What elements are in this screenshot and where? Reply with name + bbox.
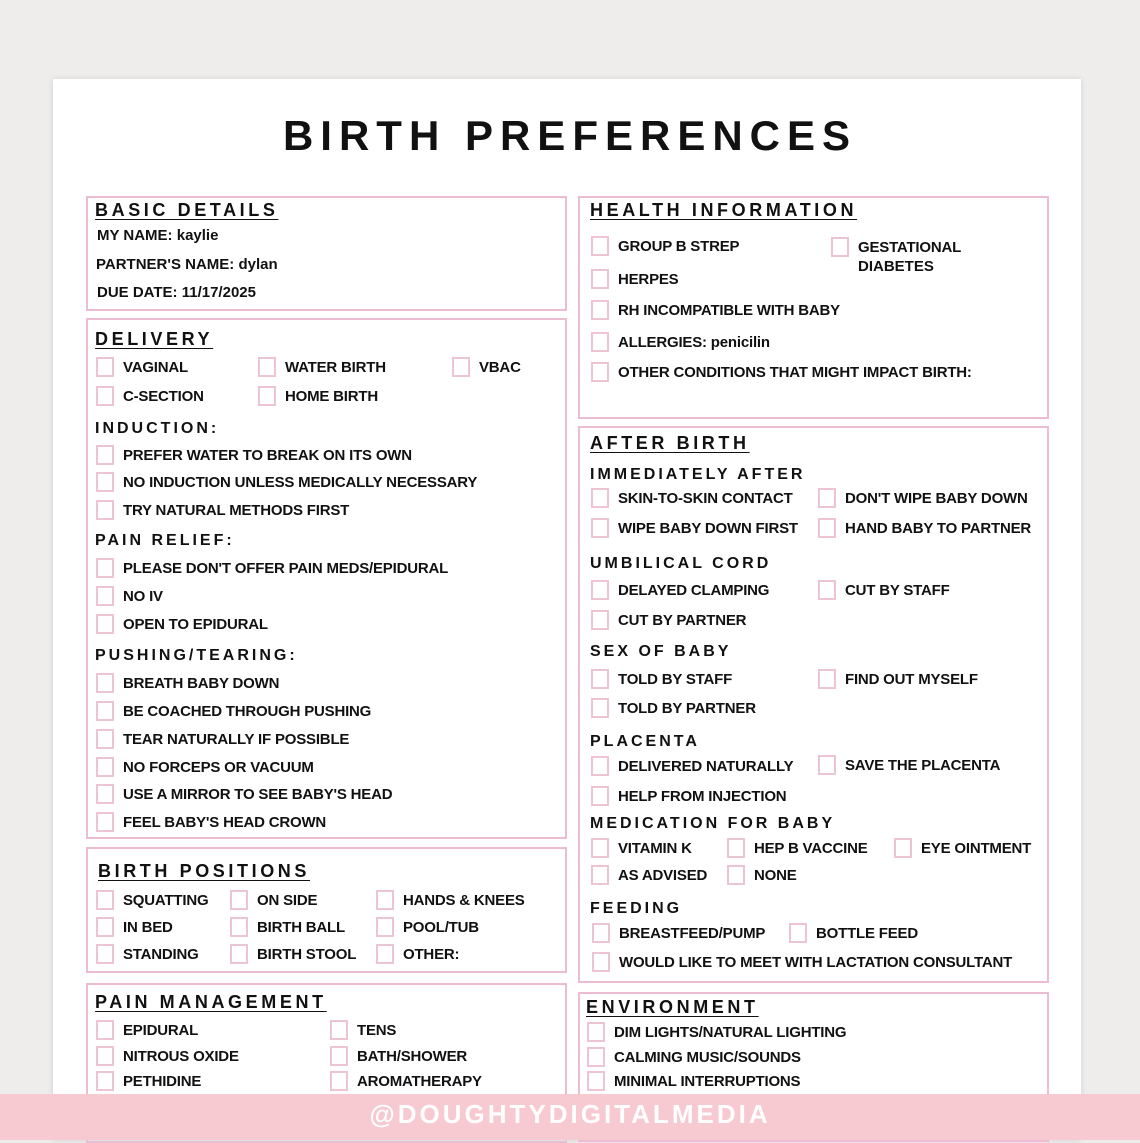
checkbox[interactable]: [587, 1071, 605, 1091]
checkbox-item[interactable]: [591, 865, 707, 885]
checkbox[interactable]: [727, 838, 745, 858]
label: PREFER WATER TO BREAK ON ITS OWN: [123, 446, 412, 464]
label: TENS: [357, 1021, 397, 1039]
checkbox-item[interactable]: [330, 1046, 467, 1066]
checkbox[interactable]: [591, 838, 609, 858]
label: HERPES: [618, 270, 679, 288]
partner-name: PARTNER'S NAME: dylan: [96, 256, 278, 273]
checkbox[interactable]: [96, 944, 114, 964]
label: BREASTFEED/PUMP: [619, 924, 766, 942]
checkbox[interactable]: [96, 445, 114, 465]
label: USE A MIRROR TO SEE BABY'S HEAD: [123, 785, 393, 803]
label: WATER BIRTH: [285, 358, 386, 376]
checkbox[interactable]: [96, 1071, 114, 1091]
label: DELAYED CLAMPING: [618, 581, 770, 599]
section-heading: HEALTH INFORMATION: [590, 200, 858, 220]
label: GROUP B STREP: [618, 237, 740, 255]
checkbox-item[interactable]: [230, 890, 317, 910]
checkbox[interactable]: [587, 1022, 605, 1042]
checkbox-item[interactable]: [592, 923, 765, 943]
checkbox[interactable]: [894, 838, 912, 858]
checkbox-item[interactable]: [818, 580, 950, 600]
subheading: IMMEDIATELY AFTER: [590, 466, 806, 483]
label: CUT BY STAFF: [845, 581, 950, 599]
checkbox[interactable]: [96, 701, 114, 721]
label: BREATH BABY DOWN: [123, 674, 280, 692]
label: HEP B VACCINE: [754, 839, 868, 857]
label: DIABETES: [858, 258, 934, 275]
checkbox[interactable]: [376, 944, 394, 964]
label: GESTATIONAL: [858, 238, 962, 256]
checkbox-item[interactable]: [894, 838, 1031, 858]
checkbox[interactable]: [592, 952, 610, 972]
label: FEEL BABY'S HEAD CROWN: [123, 813, 327, 831]
checkbox[interactable]: [96, 917, 114, 937]
checkbox[interactable]: [591, 756, 609, 776]
checkbox-item[interactable]: [591, 269, 679, 289]
watermark-banner: @DOUGHTYDIGITALMEDIA: [0, 1094, 1140, 1140]
checkbox[interactable]: [96, 673, 114, 693]
checkbox[interactable]: [591, 300, 609, 320]
checkbox-item[interactable]: [592, 952, 1012, 972]
checkbox-item[interactable]: [452, 357, 521, 377]
checkbox[interactable]: [591, 488, 609, 508]
checkbox-item[interactable]: [96, 386, 204, 406]
checkbox-item[interactable]: [727, 838, 868, 858]
checkbox-item[interactable]: [96, 944, 199, 964]
label: WIPE BABY DOWN FIRST: [618, 519, 798, 537]
label: VBAC: [479, 358, 521, 376]
checkbox-item[interactable]: [591, 580, 769, 600]
checkbox-item[interactable]: [96, 614, 268, 634]
checkbox[interactable]: [376, 917, 394, 937]
label: TOLD BY STAFF: [618, 670, 733, 688]
checkbox-item[interactable]: [96, 500, 349, 520]
label: PLEASE DON'T OFFER PAIN MEDS/EPIDURAL: [123, 559, 449, 577]
checkbox[interactable]: [96, 784, 114, 804]
checkbox[interactable]: [96, 890, 114, 910]
checkbox[interactable]: [818, 755, 836, 775]
section-heading: BIRTH POSITIONS: [98, 861, 311, 881]
label: CUT BY PARTNER: [618, 611, 747, 629]
section-heading: PAIN MANAGEMENT: [95, 992, 327, 1012]
checkbox-item[interactable]: [376, 944, 459, 964]
checkbox-item[interactable]: [818, 669, 978, 689]
checkbox-item[interactable]: [591, 300, 840, 320]
label: EYE OINTMENT: [921, 839, 1032, 857]
label: VITAMIN K: [618, 839, 692, 857]
label: BIRTH STOOL: [257, 945, 357, 963]
label: ON SIDE: [257, 891, 318, 909]
checkbox[interactable]: [96, 614, 114, 634]
checkbox[interactable]: [96, 472, 114, 492]
checkbox[interactable]: [96, 1046, 114, 1066]
label: HELP FROM INJECTION: [618, 787, 787, 805]
checkbox[interactable]: [330, 1046, 348, 1066]
checkbox[interactable]: [789, 923, 807, 943]
label: AROMATHERAPY: [357, 1072, 482, 1090]
checkbox[interactable]: [330, 1020, 348, 1040]
checkbox[interactable]: [591, 269, 609, 289]
page-title: BIRTH PREFERENCES: [282, 112, 858, 159]
checkbox-item[interactable]: [96, 673, 279, 693]
checkbox[interactable]: [96, 729, 114, 749]
label: EPIDURAL: [123, 1021, 199, 1039]
subheading: PAIN RELIEF:: [95, 532, 235, 549]
checkbox-item[interactable]: [831, 237, 961, 257]
checkbox[interactable]: [587, 1047, 605, 1067]
label: NONE: [754, 866, 797, 884]
checkbox[interactable]: [727, 865, 745, 885]
checkbox-item[interactable]: [330, 1071, 482, 1091]
label: CALMING MUSIC/SOUNDS: [614, 1048, 801, 1066]
checkbox-item[interactable]: [591, 756, 793, 776]
label: RH INCOMPATIBLE WITH BABY: [618, 301, 840, 319]
label: STANDING: [123, 945, 199, 963]
checkbox-item[interactable]: [96, 1020, 198, 1040]
label: NO FORCEPS OR VACUUM: [123, 758, 314, 776]
checkbox[interactable]: [591, 669, 609, 689]
due-date: DUE DATE: 11/17/2025: [97, 284, 256, 301]
checkbox[interactable]: [831, 237, 849, 257]
checkbox-item[interactable]: [591, 362, 972, 382]
checkbox[interactable]: [591, 236, 609, 256]
checkbox-item[interactable]: [96, 1046, 239, 1066]
checkbox-item[interactable]: [591, 786, 786, 806]
checkbox[interactable]: [258, 357, 276, 377]
my-name: MY NAME: kaylie: [97, 227, 219, 244]
checkbox[interactable]: [230, 944, 248, 964]
checkbox-item[interactable]: [727, 865, 797, 885]
checkbox-item[interactable]: [96, 558, 448, 578]
checkbox-item[interactable]: [587, 1022, 846, 1042]
checkbox[interactable]: [818, 518, 836, 538]
checkbox[interactable]: [591, 698, 609, 718]
checkbox-item[interactable]: [591, 610, 746, 630]
checkbox-item[interactable]: [591, 488, 793, 508]
checkbox-item[interactable]: [96, 357, 188, 377]
label: DON'T WIPE BABY DOWN: [845, 489, 1028, 507]
checkbox[interactable]: [330, 1071, 348, 1091]
checkbox[interactable]: [591, 610, 609, 630]
label: HANDS & KNEES: [403, 891, 525, 909]
checkbox[interactable]: [818, 669, 836, 689]
label: ALLERGIES: penicilin: [618, 333, 770, 351]
label: OTHER CONDITIONS THAT MIGHT IMPACT BIRTH:: [618, 363, 972, 381]
checkbox[interactable]: [591, 580, 609, 600]
checkbox-item[interactable]: [591, 236, 739, 256]
subheading: INDUCTION:: [95, 420, 220, 437]
checkbox-item[interactable]: [96, 917, 173, 937]
checkbox[interactable]: [96, 757, 114, 777]
checkbox-item[interactable]: [96, 701, 371, 721]
checkbox[interactable]: [230, 917, 248, 937]
label: MINIMAL INTERRUPTIONS: [614, 1072, 801, 1090]
label: BATH/SHOWER: [357, 1047, 468, 1065]
checkbox[interactable]: [96, 386, 114, 406]
label: POOL/TUB: [403, 918, 479, 936]
label: AS ADVISED: [618, 866, 708, 884]
checkbox[interactable]: [591, 362, 609, 382]
label: HAND BABY TO PARTNER: [845, 519, 1032, 537]
checkbox-item[interactable]: [96, 784, 392, 804]
label: NO INDUCTION UNLESS MEDICALLY NECESSARY: [123, 473, 478, 491]
checkbox-item[interactable]: [96, 890, 208, 910]
checkbox[interactable]: [591, 865, 609, 885]
subheading: PUSHING/TEARING:: [95, 647, 298, 664]
checkbox[interactable]: [591, 332, 609, 352]
label: FIND OUT MYSELF: [845, 670, 978, 688]
checkbox[interactable]: [591, 518, 609, 538]
checkbox[interactable]: [592, 923, 610, 943]
checkbox-item[interactable]: [230, 917, 345, 937]
checkbox-item[interactable]: [376, 890, 525, 910]
checkbox-item[interactable]: [96, 729, 349, 749]
checkbox[interactable]: [230, 890, 248, 910]
checkbox-item[interactable]: [591, 698, 756, 718]
checkbox-item[interactable]: [96, 1071, 201, 1091]
label: TOLD BY PARTNER: [618, 699, 756, 717]
checkbox[interactable]: [452, 357, 470, 377]
checkbox-item[interactable]: [96, 586, 163, 606]
checkbox[interactable]: [96, 812, 114, 832]
subheading: FEEDING: [590, 900, 683, 917]
checkbox-item[interactable]: [230, 944, 356, 964]
checkbox-item[interactable]: [591, 838, 692, 858]
checkbox-item[interactable]: [258, 386, 378, 406]
label: SAVE THE PLACENTA: [845, 756, 1001, 774]
checkbox[interactable]: [591, 786, 609, 806]
label: WOULD LIKE TO MEET WITH LACTATION CONSULTANT: [619, 953, 1013, 971]
label: BOTTLE FEED: [816, 924, 918, 942]
subheading: UMBILICAL CORD: [590, 555, 772, 572]
checkbox-item[interactable]: [587, 1071, 800, 1091]
checkbox[interactable]: [258, 386, 276, 406]
checkbox[interactable]: [96, 558, 114, 578]
checkbox-item[interactable]: [96, 812, 326, 832]
label: PETHIDINE: [123, 1072, 202, 1090]
label: TRY NATURAL METHODS FIRST: [123, 501, 350, 519]
label: SKIN-TO-SKIN CONTACT: [618, 489, 793, 507]
checkbox-item[interactable]: [96, 757, 314, 777]
label: DIM LIGHTS/NATURAL LIGHTING: [614, 1023, 847, 1041]
checkbox-item[interactable]: [591, 669, 732, 689]
checkbox[interactable]: [818, 580, 836, 600]
label: SQUATTING: [123, 891, 209, 909]
checkbox[interactable]: [96, 586, 114, 606]
section-heading: ENVIRONMENT: [586, 997, 759, 1017]
label: BIRTH BALL: [257, 918, 345, 936]
label: IN BED: [123, 918, 173, 936]
section-heading: AFTER BIRTH: [590, 433, 750, 453]
checkbox-item[interactable]: [591, 332, 770, 352]
checkbox-item[interactable]: [330, 1020, 396, 1040]
checkbox-item[interactable]: [818, 755, 1000, 775]
checkbox[interactable]: [96, 1020, 114, 1040]
checkbox-item[interactable]: [818, 518, 1031, 538]
section-heading: DELIVERY: [95, 329, 214, 349]
label: VAGINAL: [123, 358, 188, 376]
checkbox-item[interactable]: [591, 518, 798, 538]
checkbox[interactable]: [818, 488, 836, 508]
checkbox-item[interactable]: [789, 923, 918, 943]
checkbox-item[interactable]: [96, 445, 412, 465]
subheading: PLACENTA: [590, 733, 700, 750]
label: HOME BIRTH: [285, 387, 378, 405]
checkbox-item[interactable]: [258, 357, 386, 377]
subheading: SEX OF BABY: [590, 643, 732, 660]
label: DELIVERED NATURALLY: [618, 757, 794, 775]
checkbox-item[interactable]: [587, 1047, 801, 1067]
checkbox-item[interactable]: [376, 917, 479, 937]
label: BE COACHED THROUGH PUSHING: [123, 702, 372, 720]
label: NO IV: [123, 587, 163, 605]
checkbox[interactable]: [96, 500, 114, 520]
label: TEAR NATURALLY IF POSSIBLE: [123, 730, 350, 748]
section-heading: BASIC DETAILS: [95, 200, 279, 220]
checkbox[interactable]: [376, 890, 394, 910]
subheading: MEDICATION FOR BABY: [590, 815, 836, 832]
label: NITROUS OXIDE: [123, 1047, 239, 1065]
checkbox-item[interactable]: [818, 488, 1028, 508]
checkbox-item[interactable]: [96, 472, 477, 492]
checkbox[interactable]: [96, 357, 114, 377]
label: C-SECTION: [123, 387, 204, 405]
label: OTHER:: [403, 945, 460, 963]
label: OPEN TO EPIDURAL: [123, 615, 268, 633]
